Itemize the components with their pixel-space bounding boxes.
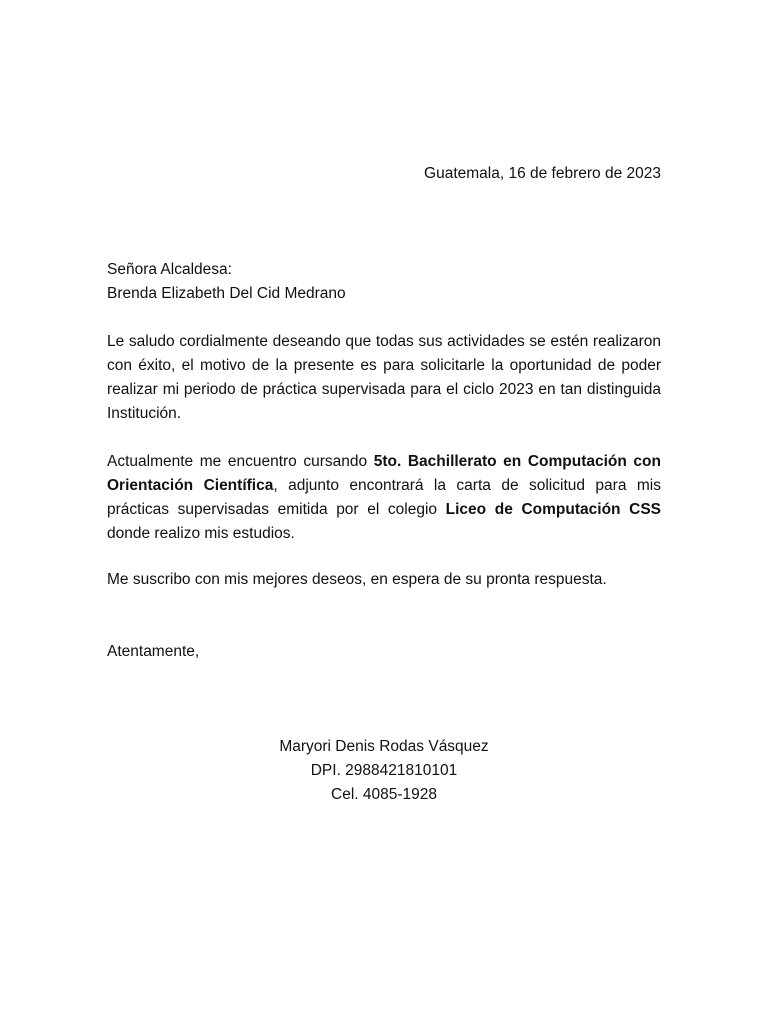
paragraph-studies [107, 450, 661, 546]
school-name: Liceo de Computación CSS [445, 501, 661, 518]
signer-dpi: DPI. 2988421810101 [310, 762, 458, 779]
salutation: Señora Alcaldesa: [107, 261, 232, 278]
paragraph-greeting: Le saludo cordialmente deseando que todas sus actividades se estén realizaron con éxito, el motivo de la presente es para solicitarle la oportunidad de poder realizar mi periodo de práctica supervisada para el ciclo 2023 en tan distinguida Institución. [107, 333, 661, 422]
paragraph-farewell: Me suscribo con mis mejores deseos, en espera de su pronta respuesta. [107, 571, 607, 588]
recipient-name: Brenda Elizabeth Del Cid Medrano [107, 285, 346, 302]
date-line: Guatemala, 16 de febrero de 2023 [424, 165, 661, 182]
recipient-block [107, 258, 661, 306]
paragraph-studies-text-c: donde realizo mis estudios. [107, 525, 295, 542]
paragraph-studies-text-b: , adjunto encontrará la carta de solicitud para mis prácticas supervisadas emitida por el colegio [107, 477, 662, 518]
program-name: 5to. Bachillerato en Computación con Orientación Científica [107, 453, 661, 494]
signer-name: Maryori Denis Rodas Vásquez [279, 738, 489, 755]
closing: Atentamente, [107, 643, 200, 660]
signer-phone: Cel. 4085-1928 [331, 786, 437, 803]
paragraph-studies-text-a: Actualmente me encuentro cursando [107, 453, 374, 470]
signature-block [0, 735, 768, 807]
